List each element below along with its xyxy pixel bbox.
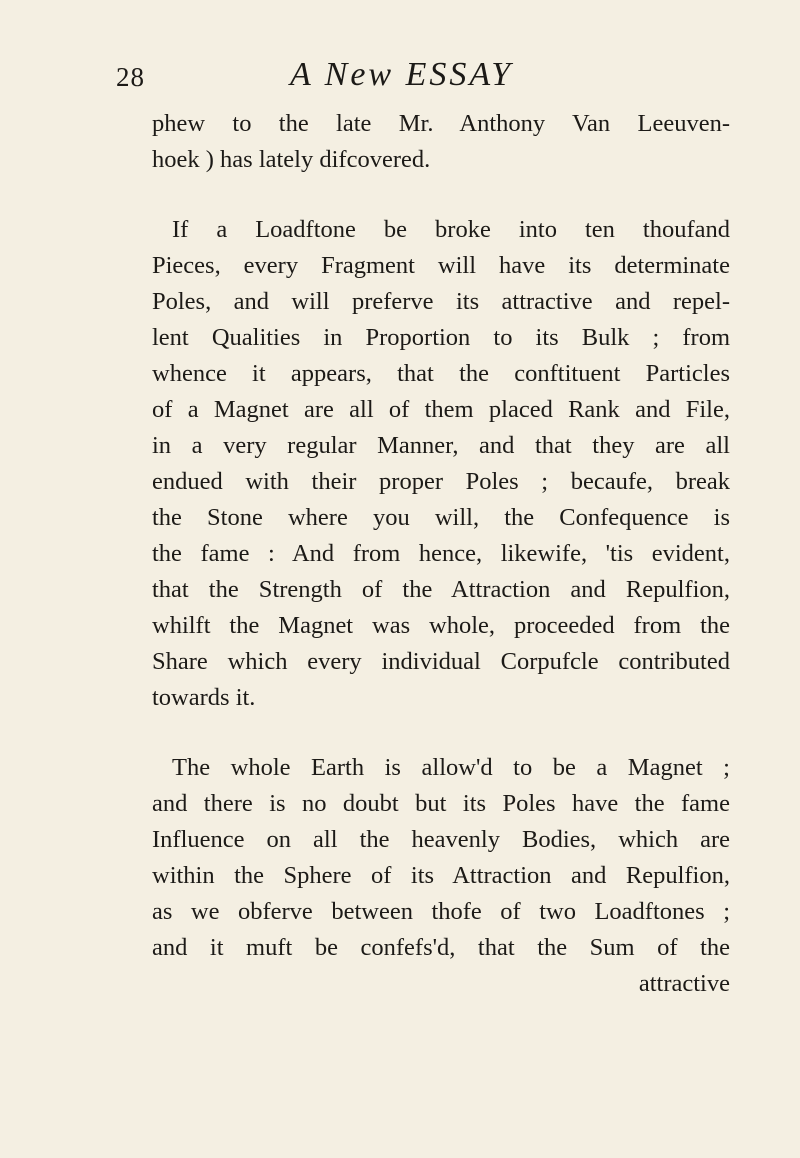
text-line: Influence on all the heavenly Bodies, which are — [152, 826, 730, 853]
text-line: whence it appears, that the conftituent Particles — [152, 360, 730, 387]
paragraph-1 — [152, 106, 730, 178]
text-line: within the Sphere of its Attraction and Repulfion, — [152, 862, 730, 889]
text-line: Pieces, every Fragment will have its determinate — [152, 252, 730, 279]
page-header — [116, 56, 716, 96]
text-line: Share which every individual Corpufcle contributed — [152, 648, 730, 675]
text-line: If a Loadftone be broke into ten thoufand — [172, 216, 730, 243]
paragraph-gap — [152, 178, 730, 212]
text-line: lent Qualities in Proportion to its Bulk ; from — [152, 324, 730, 351]
paragraph-gap — [152, 716, 730, 750]
text-line: and there is no doubt but its Poles have the fame — [152, 790, 730, 817]
text-line: phew to the late Mr. Anthony Van Leeuven- — [152, 110, 730, 137]
text-line: The whole Earth is allow'd to be a Magnet ; — [172, 754, 730, 781]
text-line: that the Strength of the Attraction and Repulfion, — [152, 576, 730, 603]
paragraph-3 — [152, 750, 730, 966]
paragraph-2 — [152, 212, 730, 716]
text-line: in a very regular Manner, and that they are all — [152, 432, 730, 459]
running-title: A New ESSAY — [290, 56, 514, 93]
text-line: of a Magnet are all of them placed Rank and File, — [152, 396, 730, 423]
text-line: and it muft be confefs'd, that the Sum of the — [152, 934, 730, 961]
catchword-block — [152, 966, 730, 1002]
page-number: 28 — [116, 62, 145, 92]
text-line: hoek ) has lately difcovered. — [152, 146, 431, 173]
text-line: Poles, and will preferve its attractive and repel- — [152, 288, 730, 315]
catchword: attractive — [638, 970, 730, 997]
text-line: as we obferve between thofe of two Loadftones ; — [152, 898, 730, 925]
text-line: whilft the Magnet was whole, proceeded from the — [152, 612, 730, 639]
text-line: the fame : And from hence, likewife, 'tis evident, — [152, 540, 730, 567]
text-line: towards it. — [152, 684, 256, 711]
text-line: the Stone where you will, the Confequence is — [152, 504, 730, 531]
body-text — [152, 106, 730, 1002]
text-line: endued with their proper Poles ; becaufe, break — [152, 468, 730, 495]
